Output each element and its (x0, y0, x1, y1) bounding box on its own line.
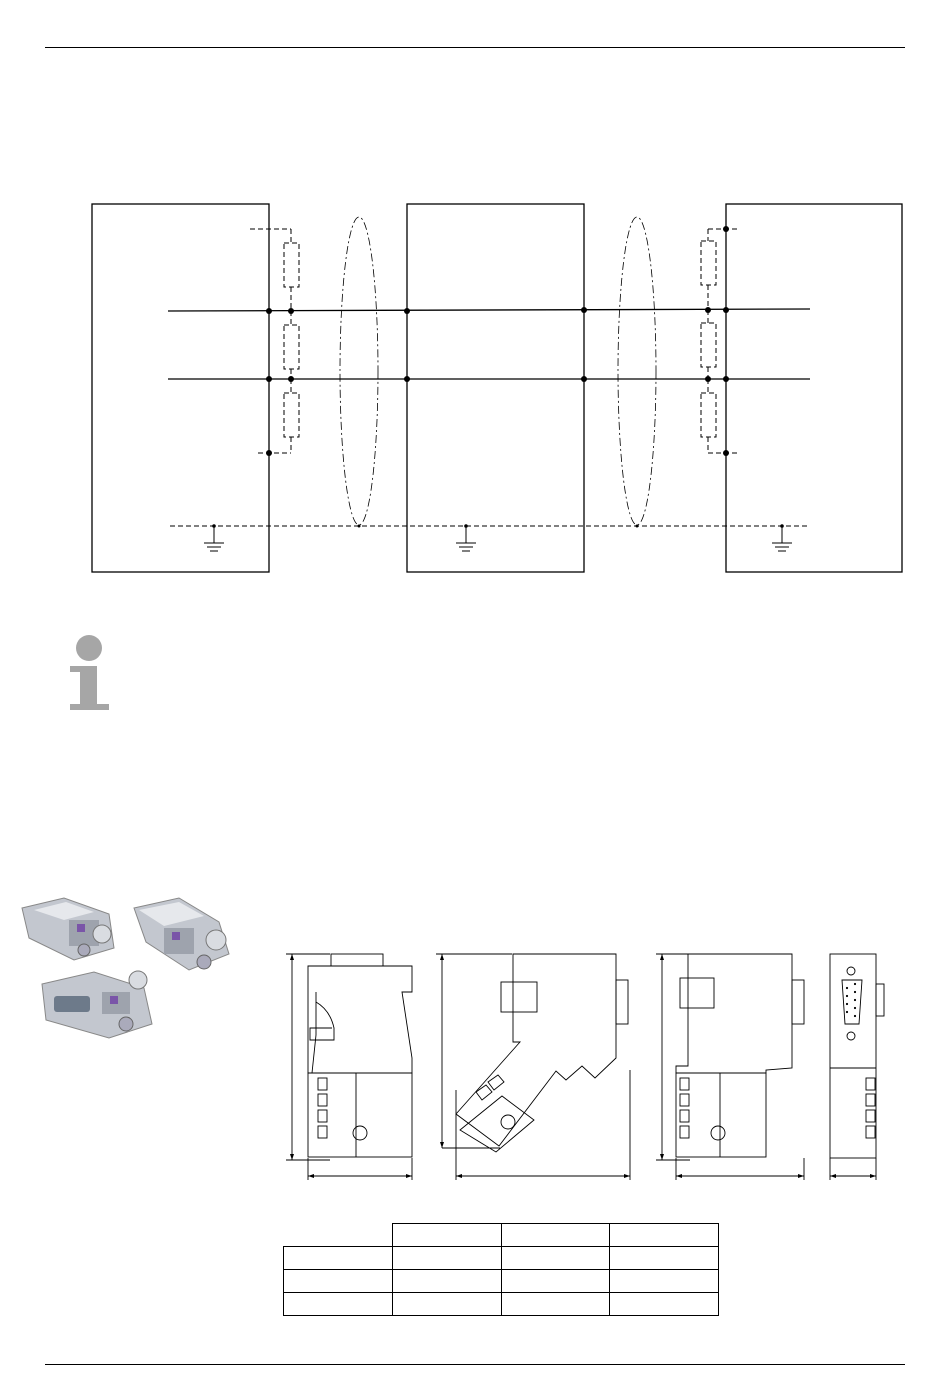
front-view-sub-d (830, 954, 884, 1180)
ground-symbol-1 (204, 526, 224, 551)
table-cell (501, 1293, 610, 1316)
ground-symbol-2 (456, 526, 476, 551)
angled-90-view (656, 954, 804, 1180)
table-header-cell (392, 1224, 501, 1247)
connector-straight (22, 898, 114, 960)
bus-connector-photo (14, 892, 239, 1042)
table-row (284, 1247, 719, 1270)
ground-symbol-3 (772, 526, 792, 551)
angled-45-view (436, 954, 630, 1180)
left-station-box (92, 204, 269, 572)
table-row (284, 1293, 719, 1316)
table-header-cell (610, 1224, 719, 1247)
table-cell (284, 1293, 393, 1316)
dimension-drawings (270, 940, 890, 1190)
sub-d-pins (846, 983, 856, 1017)
wiring-diagram (0, 0, 950, 620)
right-station-box (726, 204, 902, 572)
table-cell (392, 1293, 501, 1316)
table-cell (610, 1293, 719, 1316)
dimension-table (283, 1223, 719, 1316)
table-cell (610, 1247, 719, 1270)
dimension-arrows (290, 954, 876, 1178)
junction-dots (212, 226, 784, 528)
table-cell (284, 1270, 393, 1293)
table-cell (284, 1224, 393, 1247)
table-cell (610, 1270, 719, 1293)
table-cell (501, 1270, 610, 1293)
cable-shield-2 (618, 217, 656, 525)
straight-view (286, 954, 412, 1180)
connector-90 (42, 971, 152, 1038)
table-cell (392, 1247, 501, 1270)
table-cell (392, 1270, 501, 1293)
right-termination (701, 229, 740, 453)
connector-angled (134, 898, 229, 970)
cable-shield-1 (340, 217, 378, 525)
table-cell (284, 1247, 393, 1270)
middle-station-box (407, 204, 584, 572)
table-header-row (284, 1224, 719, 1247)
footer-rule (45, 1364, 905, 1365)
table-row (284, 1270, 719, 1293)
left-termination (250, 229, 299, 453)
table-cell (501, 1247, 610, 1270)
info-icon (65, 634, 111, 712)
data-line-a (168, 309, 810, 311)
table-header-cell (501, 1224, 610, 1247)
